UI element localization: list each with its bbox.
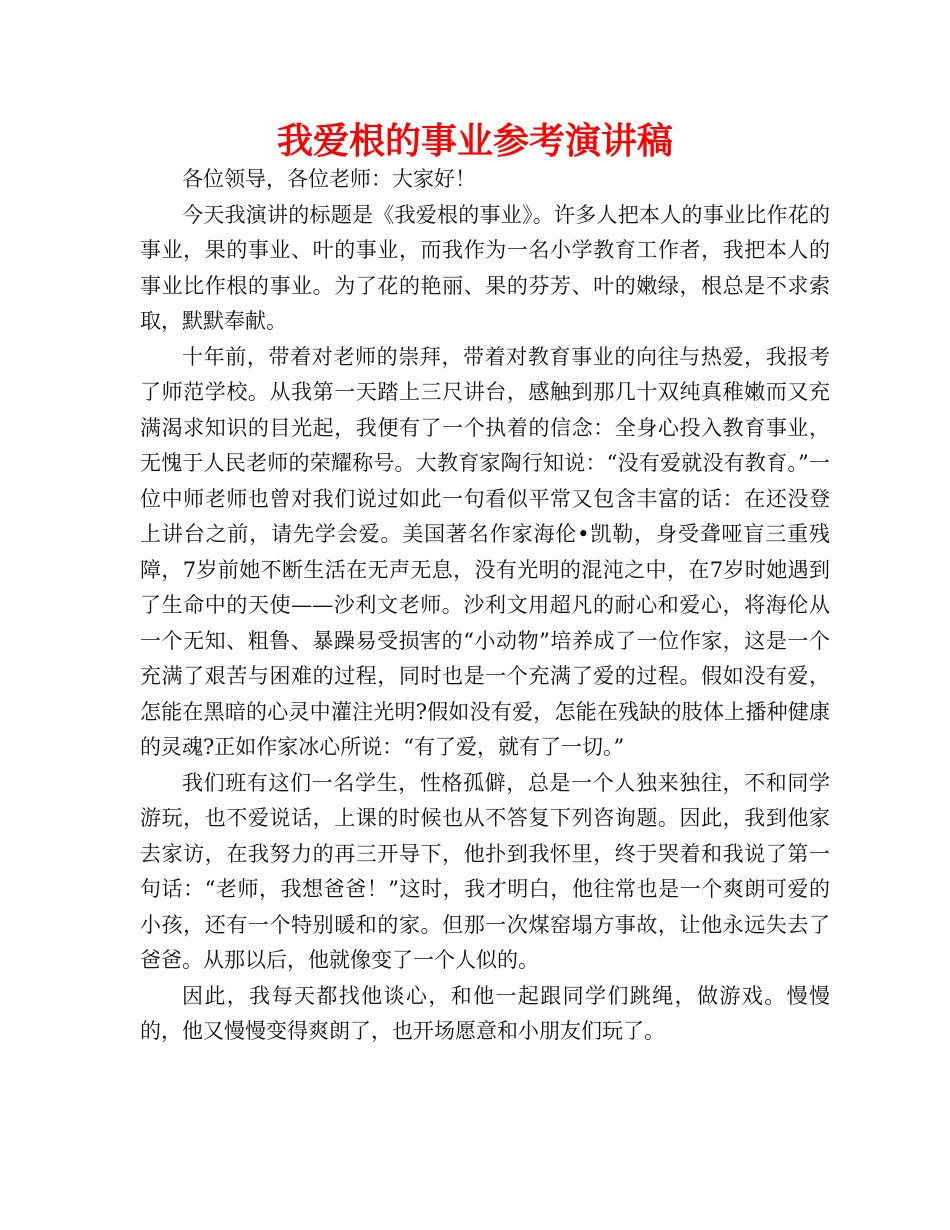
- paragraph-conclusion: 因此，我每天都找他谈心，和他一起跟同学们跳绳，做游戏。慢慢的，他又慢慢变得爽朗了，也开场愿意和小朋友们玩了。: [140, 983, 830, 1043]
- paragraph-intro: 今天我演讲的标题是《我爱根的事业》。许多人把本人的事业比作花的事业，果的事业、叶的事业，而我作为一名小学教育工作者，我把本人的事业比作根的事业。为了花的艳丽、果的芬芳、叶的嫩绿，根总是不求索取，默默奉献。: [140, 202, 830, 333]
- paragraph-ten-years-ago: 十年前，带着对老师的崇拜，带着对教育事业的向往与热爱，我报考了师范学校。从我第一天踏上三尺讲台，感触到那几十双纯真稚嫩而又充满渴求知识的目光起，我便有了一个执着的信念：全身心投入教育事业，无愧于人民老师的荣耀称号。大教育家陶行知说：“没有爱就没有教育。”一位中师老师也曾对我们说过如此一句看似平常又包含丰富的话：在还没登上讲台之前，请先学会爱。美国著名作家海伦•凯勒，身受聋哑盲三重残障，7岁前她不断生活在无声无息，没有光明的混沌之中，在7岁时她遇到了生命中的天使——沙利文老师。沙利文用超凡的耐心和爱心，将海伦从一个无知、粗鲁、暴躁易受损害的“小动物”培养成了一位作家，这是一个充满了艰苦与困难的过程，同时也是一个充满了爱的过程。假如没有爱，怎能在黑暗的心灵中灌注光明?假如没有爱，怎能在残缺的肢体上播种健康的灵魂?正如作家冰心所说：“有了爱，就有了一切。”: [140, 344, 830, 759]
- document-title: 我爱根的事业参考演讲稿: [276, 121, 673, 162]
- paragraph-student-story: 我们班有这们一名学生，性格孤僻，总是一个人独来独往，不和同学游玩，也不爱说话，上课的时候也从不答复下列咨询题。因此，我到他家去家访，在我努力的再三开导下，他扑到我怀里，终于哭着和我说了第一句话：“老师，我想爸爸！”这时，我才明白，他往常也是一个爽朗可爱的小孩，还有一个特别暖和的家。但那一次煤窑塌方事故，让他永远失去了爸爸。从那以后，他就像变了一个人似的。: [140, 770, 830, 972]
- document-body: [140, 162, 830, 1050]
- paragraph-greeting: 各位领导，各位老师：大家好！: [182, 167, 476, 191]
